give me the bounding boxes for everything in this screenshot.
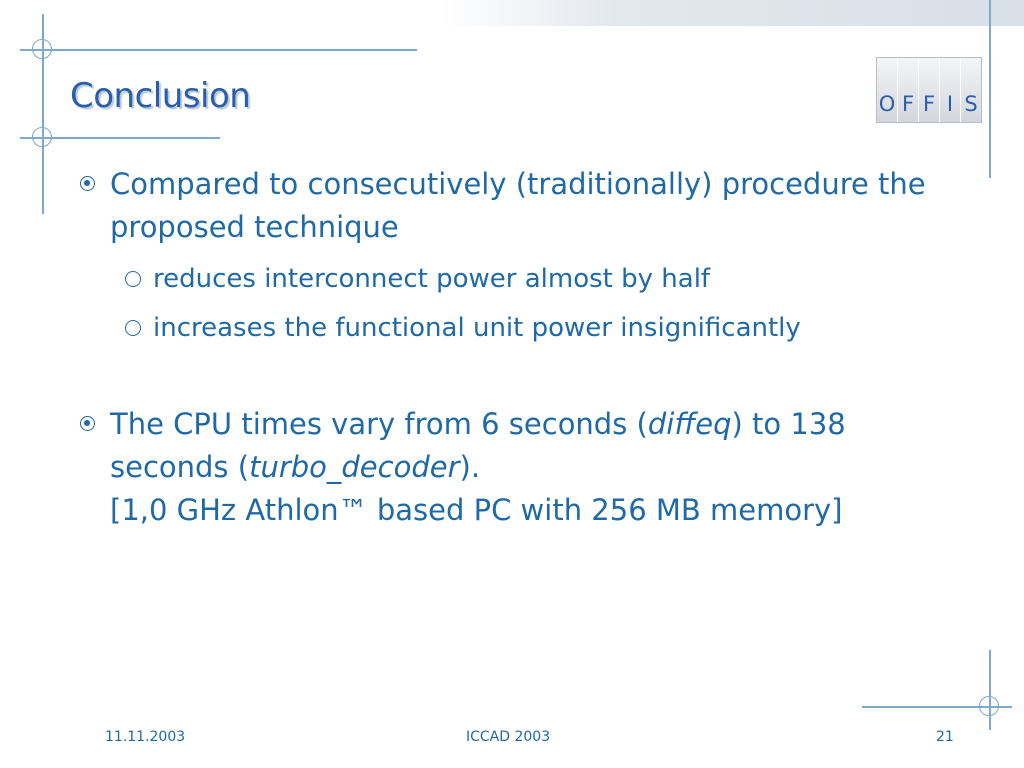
bullet-2-line2: [1,0 GHz Athlon™ based PC with 256 MB memory] [110,493,843,527]
sub-bullet-ring-icon [125,271,141,287]
bullet-ring-icon [80,176,95,191]
bullet-2-text [80,403,950,532]
footer-conference: ICCAD 2003 [466,729,551,745]
sub-bullet [125,261,710,297]
top-gradient-band [440,0,1024,26]
bullet-2-italic: diffeq [647,407,732,441]
bullet-ring-icon [80,416,95,431]
footer-date: 11.11.2003 [105,729,186,745]
bullet-2-italic: turbo_decoder [249,450,460,484]
sub-bullet-text: increases the functional unit power insignificantly [153,313,801,343]
decor-circle [979,696,999,716]
bullet-2-part: The CPU times vary from 6 seconds ( [110,407,648,441]
logo-letter: S [961,58,981,122]
sub-bullet [125,310,801,346]
sub-bullet-ring-icon [125,320,141,336]
sub-bullet-text: reduces interconnect power almost by half [153,264,711,294]
logo-letter: I [940,58,961,122]
bullet-2-part: ). [459,450,481,484]
logo-letter: O [877,58,898,122]
offis-logo [876,57,982,123]
footer-page-number: 21 [936,729,954,745]
logo-letter: F [919,58,940,122]
bullet-2-part: ) to 138 seconds ( [110,407,846,484]
decor-circle [32,39,52,59]
slide-title: Conclusion [70,76,251,116]
bullet-1 [80,163,950,249]
bullet-2 [80,403,950,532]
decor-line [989,650,991,730]
decor-line [989,0,991,178]
decor-line [20,49,417,51]
decor-circle [32,127,52,147]
bullet-1-text: Compared to consecutively (traditionally) procedure the proposed technique [110,167,926,244]
logo-letter: F [898,58,919,122]
